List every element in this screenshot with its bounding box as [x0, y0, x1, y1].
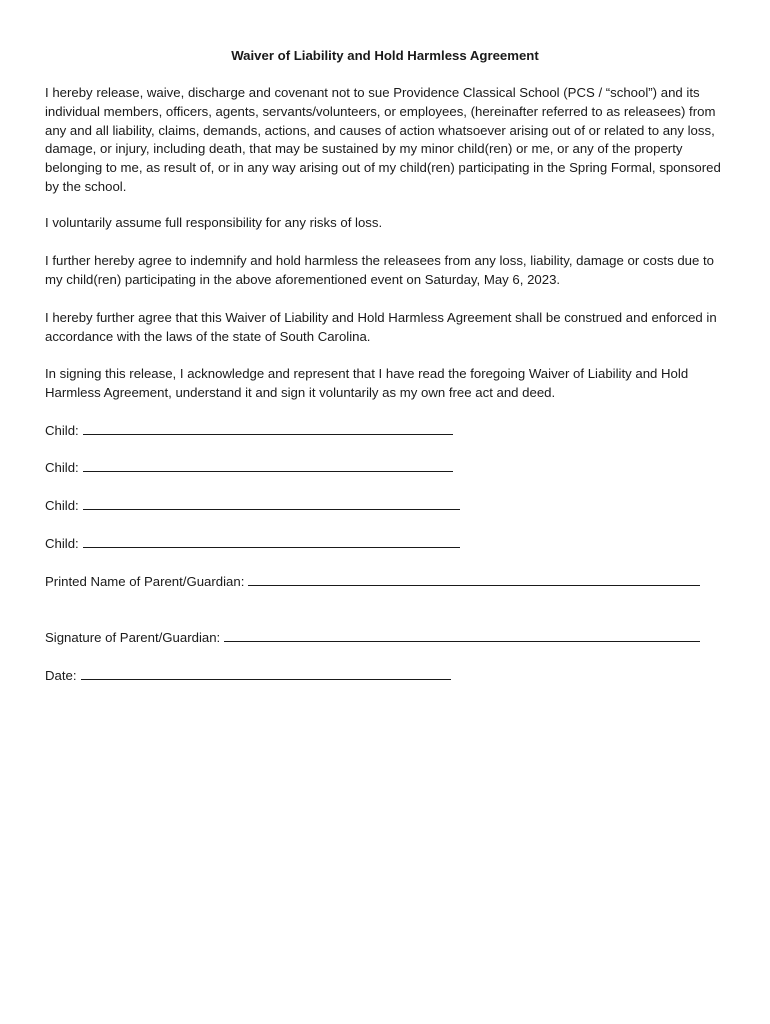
- child-blank-line[interactable]: [83, 497, 460, 510]
- child-label: Child:: [45, 498, 79, 513]
- document-title: Waiver of Liability and Hold Harmless Agreement: [231, 48, 539, 63]
- signature-field[interactable]: [45, 629, 700, 648]
- signature-label: Signature of Parent/Guardian:: [45, 630, 221, 645]
- child-label: Child:: [45, 460, 79, 475]
- child-blank-line[interactable]: [83, 535, 460, 548]
- printed-name-blank-line[interactable]: [248, 573, 700, 586]
- date-blank-line[interactable]: [81, 667, 451, 680]
- date-label: Date:: [45, 668, 77, 683]
- child-field-3[interactable]: [45, 497, 460, 516]
- date-field[interactable]: [45, 667, 451, 686]
- child-field-4[interactable]: [45, 535, 460, 554]
- child-field-2[interactable]: [45, 459, 453, 478]
- child-label: Child:: [45, 423, 79, 438]
- assume-risk-paragraph: I voluntarily assume full responsibility for any risks of loss.: [45, 215, 383, 230]
- child-label: Child:: [45, 536, 79, 551]
- child-field-1[interactable]: [45, 422, 453, 441]
- acknowledgement-paragraph: In signing this release, I acknowledge and represent that I have read the foregoing Waiver of Liability and Hold Harmless Agreement, understand it and sign it voluntarily as my own free act and deed.: [45, 366, 689, 400]
- indemnify-paragraph: I further hereby agree to indemnify and hold harmless the releasees from any loss, liability, damage or costs due to my child(ren) participating in the above aforementioned event on Saturday, May 6, 2023.: [45, 253, 715, 287]
- child-blank-line[interactable]: [83, 459, 453, 472]
- signature-blank-line[interactable]: [224, 629, 700, 642]
- printed-name-label: Printed Name of Parent/Guardian:: [45, 574, 245, 589]
- child-blank-line[interactable]: [83, 422, 453, 435]
- printed-name-field[interactable]: [45, 573, 700, 592]
- governing-law-paragraph: I hereby further agree that this Waiver of Liability and Hold Harmless Agreement shall be construed and enforced in accordance with the laws of the state of South Carolina.: [45, 310, 717, 344]
- release-paragraph: I hereby release, waive, discharge and covenant not to sue Providence Classical School (PCS / “school”) and its individual members, officers, agents, servants/volunteers, or employees, (hereinafter referred to as releasees) from any and all liability, claims, demands, actions, and causes of action whatsoever arising out of or related to any loss, damage, or injury, including death, that may be sustained by my minor child(ren) or me, or any of the property belonging to me, as result of, or in any way arising out of my child(ren) participating in the Spring Formal, sponsored by the school.: [45, 85, 721, 194]
